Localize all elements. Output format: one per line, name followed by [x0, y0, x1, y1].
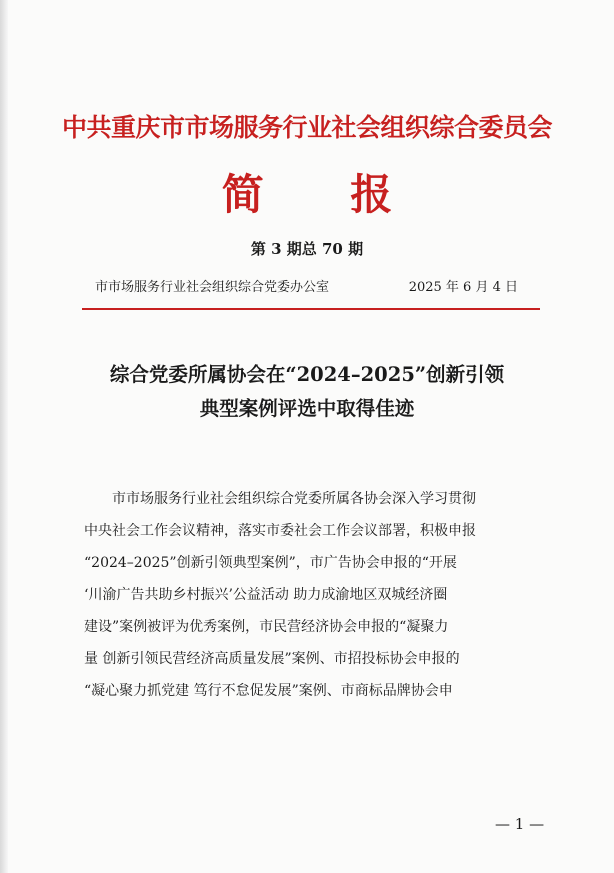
organization-title: 中共重庆市市场服务行业社会组织综合委员会: [61, 113, 552, 142]
brief-title: 简 报: [221, 170, 429, 219]
article-body: [84, 483, 544, 707]
page-number: — 1 —: [495, 815, 545, 833]
body-line: “2024–2025”创新引领典型案例”，市广告协会申报的“开展: [84, 555, 457, 571]
headline-line-2: 典型案例评选中取得佳迹: [199, 397, 415, 420]
issue-date: 2025 年 6 月 4 日: [408, 280, 518, 295]
article-headline: [60, 358, 554, 426]
body-line: ‘川渝广告共助乡村振兴’公益活动 助力成渝地区双城经济圈: [84, 587, 448, 603]
body-line: 市市场服务行业社会组织综合党委所属各协会深入学习贯彻: [112, 491, 476, 507]
red-divider-line: [82, 308, 540, 310]
issuing-office: 市市场服务行业社会组织综合党委办公室: [95, 280, 330, 295]
issue-number: 第 3 期总 70 期: [250, 240, 364, 258]
body-line: 量 创新引领民营经济高质量发展”案例、市招投标协会申报的: [84, 651, 460, 667]
body-line: 建设”案例被评为优秀案例，市民营经济协会申报的“凝聚力: [84, 619, 449, 635]
body-line: 中央社会工作会议精神，落实市委社会工作会议部署，积极申报: [84, 523, 476, 539]
headline-line-1: 综合党委所属协会在“2024–2025”创新引领: [109, 363, 505, 386]
body-line: “凝心聚力抓党建 笃行不怠促发展”案例、市商标品牌协会申: [84, 683, 453, 699]
